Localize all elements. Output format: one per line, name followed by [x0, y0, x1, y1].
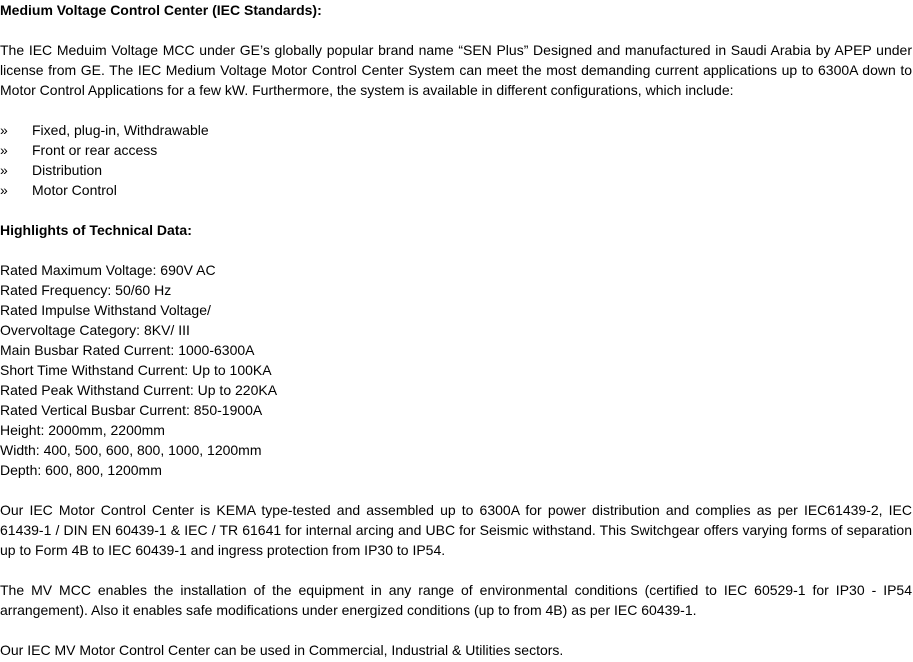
bullet-marker: »: [0, 162, 8, 178]
spec-line: Rated Peak Withstand Current: Up to 220KA: [0, 382, 278, 398]
spec-line: Overvoltage Category: 8KV/ III: [0, 322, 190, 338]
list-item: [0, 160, 209, 180]
bullet-marker: »: [0, 122, 8, 138]
highlights-heading: Highlights of Technical Data:: [0, 222, 192, 238]
list-item: [0, 120, 209, 140]
bullet-marker: »: [0, 182, 8, 198]
compliance-paragraph: Our IEC Motor Control Center is KEMA type-tested and assembled up to 6300A for power distribution and complies as per IEC61439-2, IEC 61439-1 / DIN EN 60439-1 & IEC / TR 61641 for internal arcing and UBC for Seismic withstand. This Switchgear offers varying forms of separation up to Form 4B to IEC 60439-1 and ingress protection from IP30 to IP54.: [0, 502, 912, 558]
configuration-list: [0, 120, 209, 200]
spec-line: Height: 2000mm, 2200mm: [0, 422, 165, 438]
spec-line: Rated Vertical Busbar Current: 850-1900A: [0, 402, 263, 418]
technical-data-list: [0, 260, 277, 480]
list-item: [0, 180, 209, 200]
list-item-text: Motor Control: [32, 182, 117, 198]
intro-paragraph: The IEC Meduim Voltage MCC under GE’s globally popular brand name “SEN Plus” Designed and manufactured in Saudi Arabia by APEP under license from GE. The IEC Medium Voltage Motor Control Center System can meet the most demanding current applications up to 6300A down to Motor Control Applications for a few kW. Furthermore, the system is available in different configurations, which include:: [0, 42, 912, 98]
spec-line: Short Time Withstand Current: Up to 100KA: [0, 362, 272, 378]
spec-line: Width: 400, 500, 600, 800, 1000, 1200mm: [0, 442, 262, 458]
sectors-paragraph: Our IEC MV Motor Control Center can be used in Commercial, Industrial & Utilities sectors.: [0, 642, 564, 658]
bullet-marker: »: [0, 142, 8, 158]
spec-line: Main Busbar Rated Current: 1000-6300A: [0, 342, 255, 358]
list-item-text: Fixed, plug-in, Withdrawable: [32, 122, 209, 138]
spec-line: Rated Maximum Voltage: 690V AC: [0, 262, 216, 278]
spec-line: Rated Impulse Withstand Voltage/: [0, 302, 211, 318]
list-item-text: Front or rear access: [32, 142, 158, 158]
page-title: Medium Voltage Control Center (IEC Standards):: [0, 2, 322, 18]
environment-paragraph: The MV MCC enables the installation of the equipment in any range of environmental conditions (certified to IEC 60529-1 for IP30 - IP54 arrangement). Also it enables safe modifications under energized conditions (up to from 4B) as per IEC 60439-1.: [0, 582, 912, 618]
list-item: [0, 140, 209, 160]
list-item-text: Distribution: [32, 162, 103, 178]
spec-line: Rated Frequency: 50/60 Hz: [0, 282, 172, 298]
spec-line: Depth: 600, 800, 1200mm: [0, 462, 162, 478]
